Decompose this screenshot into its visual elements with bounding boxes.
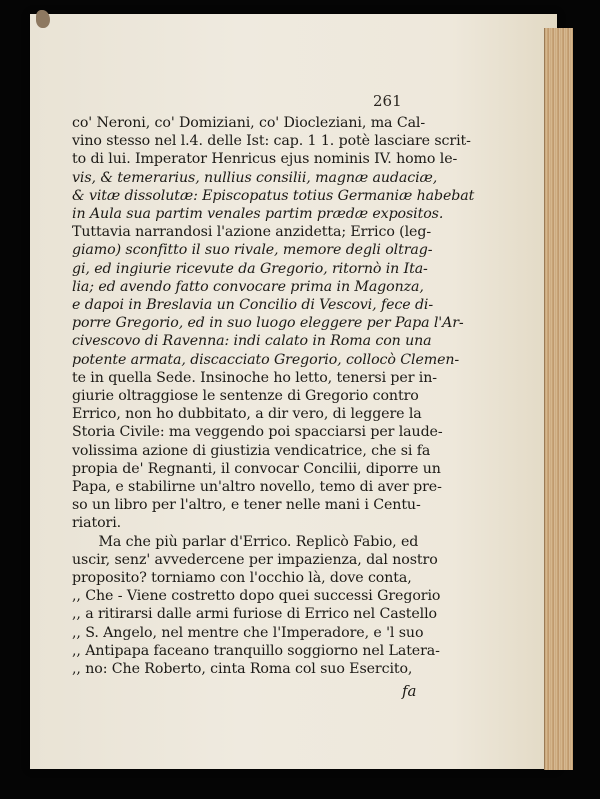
- text-line: Ma che più parlar d'Errico. Replicò Fabio, ed: [72, 533, 419, 550]
- text-line: in Aula sua partim venales partim prædæ expositos.: [72, 206, 444, 222]
- text-line: ,, a ritirarsi dalle armi furiose di Errico nel Castello: [72, 606, 437, 623]
- text-line: ,, Antipapa faceano tranquillo soggiorno nel Latera-: [72, 642, 440, 659]
- text-line: ,, no: Che Roberto, cinta Roma col suo Esercito,: [72, 661, 413, 677]
- text-line: te in quella Sede. Insinoche ho letto, tenersi per in-: [72, 369, 437, 386]
- page-number: 261: [373, 92, 402, 110]
- text-line: ,, S. Angelo, nel mentre che l'Imperadore, e 'l suo: [72, 624, 424, 641]
- text-line: & vitæ dissolutæ: Episcopatus totius Germaniæ habebat: [72, 187, 475, 204]
- text-line: Tuttavia narrandosi l'azione anzidetta; Errico (leg-: [72, 224, 432, 241]
- text-line: civescovo di Ravenna: indi calato in Roma con una: [72, 333, 432, 350]
- catchword: fa: [402, 682, 417, 700]
- text-line: uscir, senz' avvedercene per impazienza, dal nostro: [72, 551, 438, 568]
- text-line: Errico, non ho dubbitato, a dir vero, di leggere la: [72, 406, 422, 423]
- text-line: giamo) sconfitto il suo rivale, memore degli oltrag-: [72, 242, 433, 259]
- text-line: to di lui. Imperator Henricus ejus nominis IV. homo le-: [72, 151, 458, 168]
- text-line: vis, & temerarius, nullius consilii, magnæ audaciæ,: [72, 169, 438, 186]
- ink-blot: [36, 10, 50, 28]
- text-line: propia de' Regnanti, il convocar Concilii, diporre un: [72, 460, 441, 477]
- text-line: porre Gregorio, ed in suo luogo eleggere per Papa l'Ar-: [72, 315, 464, 332]
- text-line: ,, Che - Viene costretto dopo quei successi Gregorio: [72, 588, 441, 605]
- text-line: gi, ed ingiurie ricevute da Gregorio, ritornò in Ita-: [72, 260, 428, 277]
- page-edges: [544, 28, 573, 770]
- text-line: e dapoi in Breslavia un Concilio di Vescovi, fece di-: [72, 297, 434, 313]
- text-line: giurie oltraggiose le sentenze di Gregorio contro: [72, 388, 419, 404]
- text-line: co' Neroni, co' Domiziani, co' Diocleziani, ma Cal-: [72, 115, 426, 131]
- text-line: lia; ed avendo fatto convocare prima in Magonza,: [72, 278, 424, 295]
- text-line: Papa, e stabilirne un'altro novello, temo di aver pre-: [72, 479, 442, 495]
- text-line: Storia Civile: ma veggendo poi spacciarsi per laude-: [72, 424, 443, 441]
- text-line: riatori.: [72, 515, 122, 532]
- text-line: potente armata, discacciato Gregorio, collocò Clemen-: [72, 351, 460, 368]
- text-line: volissima azione di giustizia vendicatrice, che si fa: [72, 442, 431, 459]
- book-page: [30, 14, 557, 769]
- text-line: vino stesso nel l.4. delle Ist: cap. 1 1. potè lasciare scrit-: [72, 133, 471, 150]
- text-line: proposito? torniamo con l'occhio là, dove conta,: [72, 570, 412, 586]
- text-line: so un libro per l'altro, e tener nelle mani i Centu-: [72, 497, 421, 514]
